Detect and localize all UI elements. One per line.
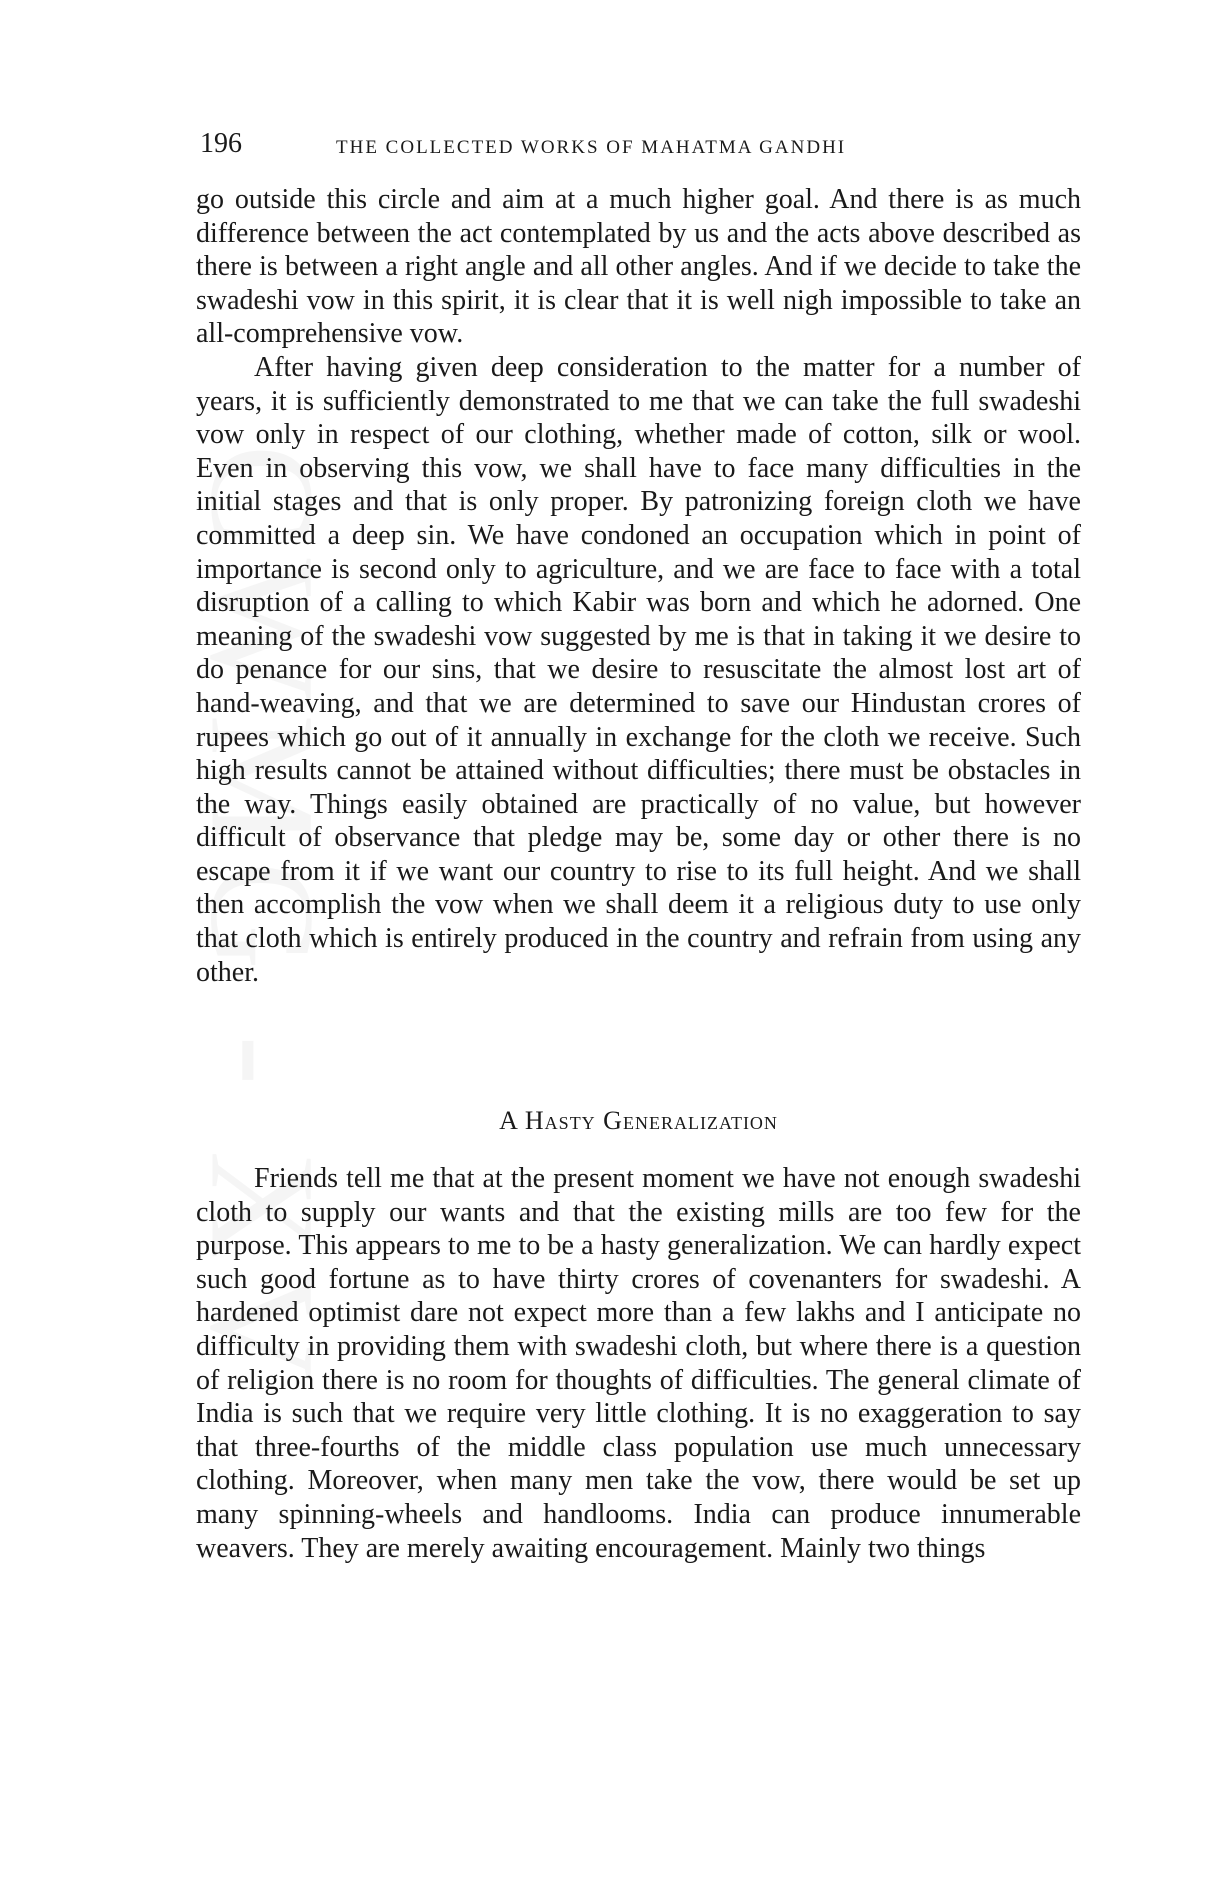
section-heading: A Hasty Generalization: [499, 1106, 778, 1135]
body-text-lower: [196, 1162, 1081, 1565]
page-header: [196, 128, 1081, 164]
body-text-upper: [196, 183, 1081, 989]
paragraph-continuation: go outside this circle and aim at a much higher goal. And there is as much difference between the act contemplated by us and the acts above described as there is between a right angle and all other angles. And if we decide to take the swadeshi vow in this spirit, it is clear that it is well nigh impossible to take an all-comprehensive vow.: [196, 184, 1081, 350]
page-number: 196: [200, 128, 242, 159]
paragraph-swadeshi-vow: After having given deep consideration to the matter for a number of years, it is sufficiently demonstrated to me that we can take the full swadeshi vow only in respect of our clothing, whether made of cotton, silk or wool. Even in observing this vow, we shall have to face many difficulties in the initial stages and that is only proper. By patronizing foreign cloth we have committed a deep sin. We have condoned an occupation which in point of importance is second only to agriculture, and we are face to face with a total disruption of a calling to which Kabir was born and which he adorned. One meaning of the swadeshi vow suggested by me is that in taking it we desire to do penance for our sins, that we desire to resuscitate the almost lost art of hand-weaving, and that we are determined to save our Hindustan crores of rupees which go out of it annually in exchange for the cloth we receive. Such high results cannot be attained without difficulties; there must be obstacles in the way. Things easily obtained are practically of no value, but however difficult of observance that pledge may be, some day or other there is no escape from it if we want our country to rise to its full height. And we shall then accomplish the vow when we shall deem it a religious duty to use only that cloth which is entirely produced in the country and refrain from using any other.: [196, 351, 1081, 988]
paragraph-hasty-generalization: Friends tell me that at the present moment we have not enough swadeshi cloth to supply our wants and that the existing mills are too few for the purpose. This appears to me to be a hasty generalization. We can hardly expect such good fortune as to have thirty crores of covenanters for swadeshi. A hardened optimist dare not expect more than a few lakhs and I anticipate no difficulty in providing them with swadeshi cloth, but where there is a question of religion there is no room for thoughts of difficulties. The general climate of India is such that we require very little clothing. It is no exaggeration to say that three-fourths of the middle class population use much unnecessary clothing. Moreover, when many men take the vow, there would be set up many spinning-wheels and handlooms. India can produce innumerable weavers. They are merely awaiting encouragement. Mainly two things: [196, 1163, 1081, 1564]
running-head: THE COLLECTED WORKS OF MAHATMA GANDHI: [336, 137, 847, 158]
